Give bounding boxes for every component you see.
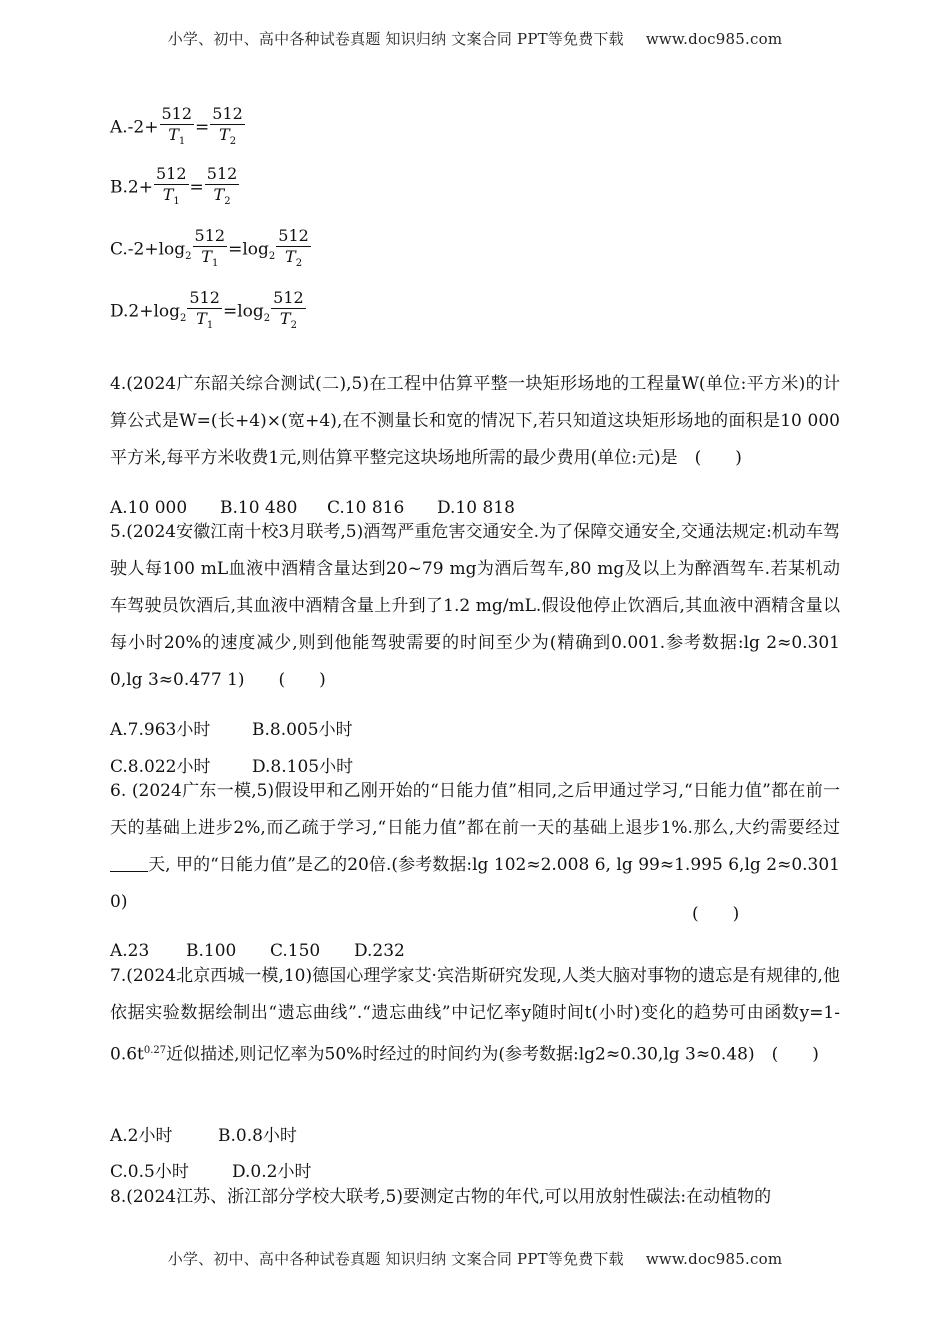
option-a: A.2小时	[110, 1126, 173, 1146]
option-d: D.10 818	[437, 498, 515, 518]
question-7-text-1: 7.(2024北京西城一模,10)德国心理学家艾·宾浩斯研究发现,人类大脑对事物的遗忘是有规律的,他依据实验数据绘制出“遗忘曲线”.“遗忘曲线”中记忆率y随时间t(小时)变化的趋势可由函数y=1-0.6t	[110, 966, 840, 1065]
fraction: $\frac{512}{T_1}$	[161, 104, 193, 148]
header-url[interactable]: www.doc985.com	[645, 30, 783, 48]
answer-blank[interactable]	[110, 854, 148, 872]
option-a: A.23	[110, 941, 150, 961]
question-5-options-row1	[110, 718, 353, 742]
question-6-text-1: 6. (2024广东一模,5)假设甲和乙刚开始的“日能力值”相同,之后甲通过学习,“日能力值”都在前一天的基础上进步2%,而乙疏于学习,“日能力值”都在前一天的基础上退步1%.那么,大约需要经过	[110, 781, 840, 838]
fraction: $\frac{512}{T_1}$	[155, 164, 187, 208]
fraction: $\frac{512}{T_2}$	[273, 288, 304, 332]
option-b: B.0.8小时	[218, 1126, 297, 1146]
exponent: 0.27	[143, 1045, 167, 1056]
question-6	[110, 773, 840, 921]
q3-option-b: B.2+ $\frac{512}{T_1}$ = $\frac{512}{T_2}$	[110, 164, 240, 212]
question-8	[110, 1179, 840, 1216]
option-b: B.10 480	[220, 498, 298, 518]
option-c: C.0.5小时	[110, 1162, 189, 1182]
fraction: $\frac{512}{T_1}$	[194, 226, 226, 270]
option-c: C.10 816	[327, 498, 405, 518]
question-8-text: 8.(2024江苏、浙江部分学校大联考,5)要测定古物的年代,可以用放射性碳法:在动植物的	[110, 1187, 772, 1207]
option-d: D.8.105小时	[252, 757, 354, 777]
page-footer	[0, 1248, 950, 1269]
question-7-options-row1	[110, 1124, 297, 1148]
question-4-text: 4.(2024广东韶关综合测试(二),5)在工程中估算平整一块矩形场地的工程量W(单位:平方米)的计算公式是W=(长+4)×(宽+4),在不测量长和宽的情况下,若只知道这块矩形场地的面积是10 000平方米,每平方米收费1元,则估算平整完这块场地所需的最少费用(单位:元)是 ( )	[110, 374, 840, 468]
option-d: D.232	[354, 941, 405, 961]
question-7-text-2: 近似描述,则记忆率为50%时经过的时间约为(参考数据:lg2≈0.30,lg 3≈0.48) ( )	[166, 1044, 819, 1065]
option-a: A.10 000	[110, 498, 188, 518]
q3-option-d: $D.2+\log_2$ $\frac{512}{T_1}$ $=\log_2$ $\frac{512}{T_2}$	[110, 288, 307, 336]
option-a: A.7.963小时	[110, 720, 211, 740]
q3-option-a: A.-2+ $\frac{512}{T_1}$ = $\frac{512}{T_2}$	[110, 104, 246, 152]
question-5	[110, 514, 840, 699]
footer-text: 小学、初中、高中各种试卷真题 知识归纳 文案合同 PPT等免费下载	[167, 1250, 624, 1268]
header-text: 小学、初中、高中各种试卷真题 知识归纳 文案合同 PPT等免费下载	[167, 30, 624, 48]
question-4	[110, 366, 840, 477]
question-5-text: 5.(2024安徽江南十校3月联考,5)酒驾严重危害交通安全.为了保障交通安全,交通法规定:机动车驾驶人每100 mL血液中酒精含量达到20~79 mg为酒后驾车,80 mg及以上为醉酒驾车.若某机动车驾驶员饮酒后,其血液中酒精含量上升到了1.2 mg/mL.假设他停止饮酒后,其血液中酒精含量以每小时20%的速度减少,则到他能驾驶需要的时间至少为(精确到0.001.参考数据:lg 2≈0.301 0,lg 3≈0.477 1) ( )	[110, 522, 840, 690]
fraction: $\frac{512}{T_2}$	[278, 226, 309, 270]
option-b: B.100	[186, 941, 237, 961]
footer-url[interactable]: www.doc985.com	[645, 1250, 783, 1268]
question-7	[110, 958, 840, 1074]
fraction: $\frac{512}{T_2}$	[206, 164, 238, 208]
option-c: C.150	[270, 941, 321, 961]
question-6-text-2: 天, 甲的“日能力值”是乙的20倍.(参考数据:lg 102≈2.008 6, lg 99≈1.995 6,lg 2≈0.301 0)	[110, 855, 840, 912]
fraction: $\frac{512}{T_1}$	[189, 288, 220, 332]
option-d: D.0.2小时	[232, 1162, 312, 1182]
question-6-paren: ( )	[692, 904, 740, 924]
page-header	[0, 28, 950, 49]
option-c: C.8.022小时	[110, 757, 211, 777]
q3-option-c: $C.-2+\log_2$ $\frac{512}{T_1}$ $=\log_2$ $\frac{512}{T_2}$	[110, 226, 312, 274]
option-b: B.8.005小时	[252, 720, 353, 740]
fraction: $\frac{512}{T_2}$	[212, 104, 243, 148]
